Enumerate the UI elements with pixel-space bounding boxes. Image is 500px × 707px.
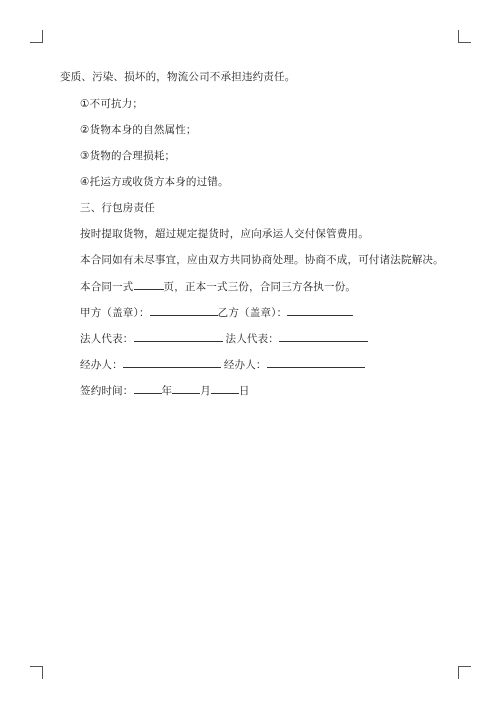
legal-rep-1-blank[interactable] [134,331,223,342]
party-a-blank[interactable] [150,305,218,316]
handler-1-label: 经办人： [80,359,123,371]
day-blank[interactable] [211,383,239,394]
legal-rep-2-blank[interactable] [279,331,368,342]
list-item-consignor-fault: ④托运方或收货方本身的过错。 [80,176,229,188]
pages-blank[interactable] [134,279,164,290]
legal-rep-2-label: 法人代表： [225,333,279,345]
year-blank[interactable] [134,383,162,394]
crop-mark-bottom-left [30,666,43,679]
month-label: 月 [200,385,211,397]
copies-suffix: 页，正本一式三份，合同三方各执一份。 [163,281,357,293]
list-item-natural-property: ②货物本身的自然属性； [80,124,197,136]
day-label: 日 [238,385,250,397]
paragraph-dispute-resolution: 本合同如有未尽事宜，应由双方共同协商处理。协商不成，可付诸法院解决。 [80,254,444,266]
year-label: 年 [161,385,173,397]
crop-mark-top-left [30,30,43,43]
paragraph-copies [80,279,356,294]
signature-row-legal-rep [80,331,368,346]
section-heading-baggage-room: 三、行包房责任 [80,202,155,214]
party-b-blank[interactable] [287,305,353,316]
handler-2-blank[interactable] [267,357,365,368]
legal-rep-1-label: 法人代表： [80,333,134,345]
paragraph-liability-intro: 变质、污染、损坏的，物流公司不承担违约责任。 [60,71,296,83]
date-label: 签约时间： [80,385,134,397]
signature-row-handler [80,357,365,372]
list-item-force-majeure: ①不可抗力； [80,98,144,110]
party-b-label: 乙方（盖章）： [217,307,288,319]
signature-row-date [80,383,250,398]
list-item-reasonable-loss: ③货物的合理损耗； [80,150,176,162]
month-blank[interactable] [172,383,200,394]
handler-1-blank[interactable] [123,357,221,368]
crop-mark-bottom-right [458,666,471,679]
copies-prefix: 本合同一式 [80,281,134,293]
signature-row-parties [80,305,353,320]
handler-2-label: 经办人： [223,359,267,371]
party-a-label: 甲方（盖章）： [80,307,150,319]
paragraph-storage-fee: 按时提取货物，超过规定提货时，应向承运人交付保管费用。 [80,228,369,240]
crop-mark-top-right [458,30,471,43]
